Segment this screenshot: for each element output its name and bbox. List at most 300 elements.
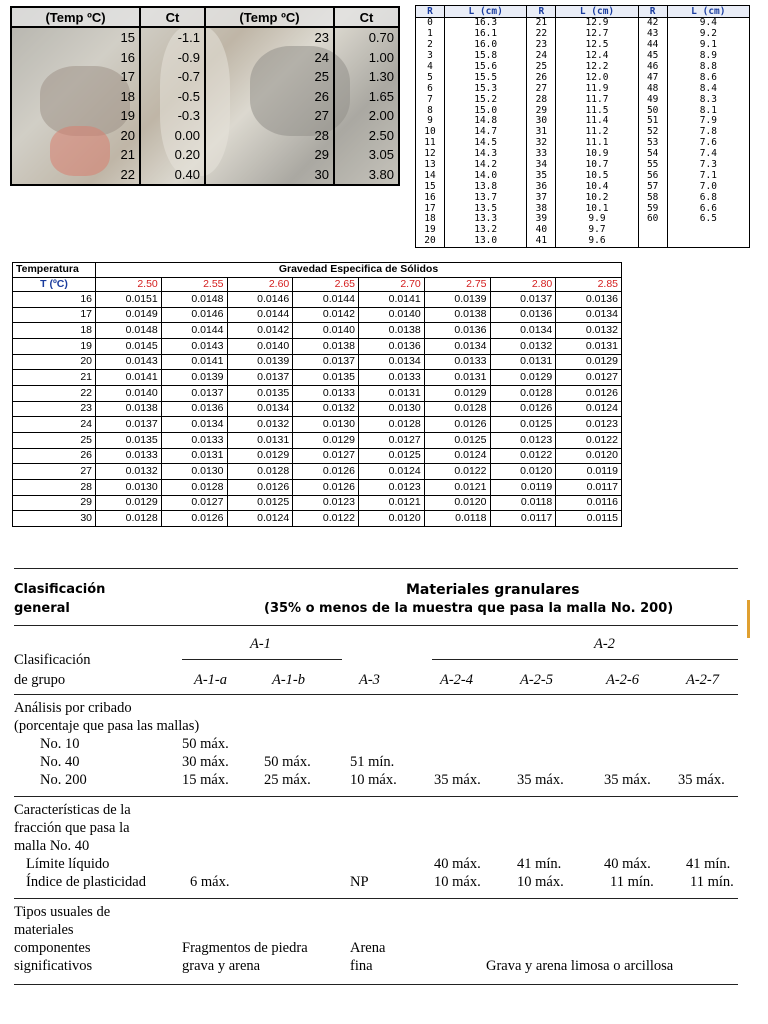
table-cell: 16.1 <box>445 29 527 40</box>
hydrometer-reading-table <box>415 5 750 248</box>
table-cell: 0.0136 <box>359 338 425 354</box>
table-cell: 16.0 <box>445 40 527 51</box>
table-cell: 8.1 <box>667 105 749 116</box>
table-cell: 0.0148 <box>161 292 227 308</box>
rule <box>14 694 738 695</box>
table-cell: 0.0140 <box>293 323 359 339</box>
table-cell: 0.0123 <box>359 479 425 495</box>
table-cell: 22 <box>11 164 140 185</box>
table-cell: 0.0124 <box>556 401 622 417</box>
table-cell: 0.0128 <box>490 385 556 401</box>
table-cell: 9.2 <box>667 29 749 40</box>
materials-title: Materiales granulares <box>406 582 580 598</box>
table-cell: 4 <box>416 62 445 73</box>
table-cell: 29 <box>13 495 96 511</box>
table-cell: 0.0137 <box>227 370 293 386</box>
sieve-value: 35 máx. <box>517 772 564 788</box>
plastic-value: 6 máx. <box>190 874 230 890</box>
table-cell: 7.8 <box>667 127 749 138</box>
table-cell: 15 <box>416 181 445 192</box>
table-cell: 0.0130 <box>96 479 162 495</box>
table-cell: 0.0144 <box>293 292 359 308</box>
table-row <box>13 464 622 480</box>
table-cell: 8.9 <box>667 51 749 62</box>
table-cell: 0.0137 <box>161 385 227 401</box>
table-cell: 3.05 <box>334 145 399 164</box>
table-cell: 1.00 <box>334 48 399 67</box>
margin-mark <box>747 600 750 638</box>
table-cell: 0.0136 <box>556 292 622 308</box>
table-cell: 39 <box>527 214 556 225</box>
table-cell: 11.1 <box>556 138 638 149</box>
table-cell: 3.80 <box>334 164 399 185</box>
table-cell: 13.7 <box>445 192 527 203</box>
table-cell: 0.0148 <box>96 323 162 339</box>
sieve-value: 51 mín. <box>350 754 395 770</box>
table-cell: 12.9 <box>556 18 638 29</box>
group-label-1: Clasificación <box>14 652 91 668</box>
table-row <box>13 417 622 433</box>
rule <box>432 659 738 660</box>
table-row <box>416 105 750 116</box>
table-cell: 16.3 <box>445 18 527 29</box>
table-cell: 24 <box>527 51 556 62</box>
table-cell: 0.0136 <box>424 323 490 339</box>
a2-header: A-2 <box>594 636 615 652</box>
table-cell: 0.0129 <box>227 448 293 464</box>
table-cell: 0.0118 <box>490 495 556 511</box>
table-cell: 0.0129 <box>556 354 622 370</box>
table-row <box>416 225 750 236</box>
table-cell: 40 <box>527 225 556 236</box>
table-cell: 0.0120 <box>424 495 490 511</box>
table-cell: 28 <box>13 479 96 495</box>
table-cell: -0.3 <box>140 106 205 125</box>
table-cell: 0.0133 <box>293 385 359 401</box>
sieve-title-2: (porcentaje que pasa las mallas) <box>14 718 200 734</box>
table-cell: 16 <box>416 192 445 203</box>
table-cell: 0 <box>416 18 445 29</box>
table-row <box>11 67 399 86</box>
table-row <box>416 116 750 127</box>
types-title-2: materiales <box>14 922 74 938</box>
table-cell: 24 <box>205 48 334 67</box>
table-cell: 9 <box>416 116 445 127</box>
table-cell: 20 <box>13 354 96 370</box>
table-cell: 15.5 <box>445 72 527 83</box>
table-cell: 0.0134 <box>424 338 490 354</box>
rule <box>14 796 738 797</box>
table-cell: 14.7 <box>445 127 527 138</box>
table-cell: 0.0137 <box>293 354 359 370</box>
table-cell: 30 <box>205 164 334 185</box>
table-cell: 0.0137 <box>490 292 556 308</box>
table-cell: 16 <box>13 292 96 308</box>
table-cell: 0.0125 <box>490 417 556 433</box>
table-cell: 0.40 <box>140 164 205 185</box>
table-cell: 11.7 <box>556 94 638 105</box>
table-cell: 13.0 <box>445 236 527 248</box>
table-row <box>416 138 750 149</box>
table-cell: 0.0127 <box>359 432 425 448</box>
table-cell: 0.0132 <box>556 323 622 339</box>
table-row <box>416 29 750 40</box>
table-cell: 0.0124 <box>424 448 490 464</box>
table-cell: 0.0142 <box>227 323 293 339</box>
table-cell: 0.0142 <box>293 307 359 323</box>
table-cell: 5 <box>416 72 445 83</box>
table-cell: 0.0127 <box>161 495 227 511</box>
table-cell: 28 <box>527 94 556 105</box>
general-label-1: Clasificación <box>14 582 106 597</box>
gs-header: 2.80 <box>490 277 556 292</box>
table-cell: 20 <box>416 236 445 248</box>
table-cell: 0.70 <box>334 27 399 48</box>
fraction-title-1: Características de la <box>14 802 131 818</box>
table-cell: 0.0129 <box>293 432 359 448</box>
table-cell: 0.0136 <box>161 401 227 417</box>
table-cell: 0.0126 <box>227 479 293 495</box>
gs-header: 2.50 <box>96 277 162 292</box>
table-cell: 0.0137 <box>96 417 162 433</box>
type-a2: Grava y arena limosa o arcillosa <box>486 958 674 974</box>
table-cell: 0.0129 <box>96 495 162 511</box>
table-cell: 8.3 <box>667 94 749 105</box>
table-cell: 12.5 <box>556 40 638 51</box>
liquid-value: 40 máx. <box>434 856 481 872</box>
table-cell: 0.0134 <box>490 323 556 339</box>
table-cell: 25 <box>13 432 96 448</box>
table-cell: 0.0130 <box>293 417 359 433</box>
t2-header: L (cm) <box>445 6 527 18</box>
table-cell: 10.1 <box>556 203 638 214</box>
table-cell: 49 <box>638 94 667 105</box>
table-cell: 55 <box>638 160 667 171</box>
table-cell: 21 <box>13 370 96 386</box>
group-a1b: A-1-b <box>272 672 306 688</box>
table-cell: 0.0121 <box>359 495 425 511</box>
table-cell: 51 <box>638 116 667 127</box>
t1-header: (Temp ºC) <box>11 7 140 27</box>
table-cell: 0.0128 <box>227 464 293 480</box>
table-cell: 0.0131 <box>490 354 556 370</box>
table-cell: 15.2 <box>445 94 527 105</box>
table-cell: 8.8 <box>667 62 749 73</box>
table-cell: 0.0122 <box>293 511 359 527</box>
gs-header: 2.65 <box>293 277 359 292</box>
table-cell: 0.0125 <box>227 495 293 511</box>
table-cell: 6.5 <box>667 214 749 225</box>
table-cell: 37 <box>527 192 556 203</box>
table-cell: 0.0123 <box>556 417 622 433</box>
table-row <box>416 127 750 138</box>
general-label-2: general <box>14 601 70 616</box>
table-cell: 8.6 <box>667 72 749 83</box>
table-cell: 10.5 <box>556 170 638 181</box>
table-cell: 0.0145 <box>96 338 162 354</box>
table-cell: 42 <box>638 18 667 29</box>
table-cell: 0.0130 <box>359 401 425 417</box>
table-cell: 17 <box>13 307 96 323</box>
table-cell: 0.0132 <box>96 464 162 480</box>
table-cell: 19 <box>11 106 140 125</box>
table-cell: 0.0146 <box>227 292 293 308</box>
table-cell: 0.0121 <box>424 479 490 495</box>
table-cell: 0.0128 <box>96 511 162 527</box>
table-row <box>416 94 750 105</box>
table-cell: 0.0133 <box>359 370 425 386</box>
table-cell: 18 <box>13 323 96 339</box>
table-cell: 14.2 <box>445 160 527 171</box>
table-cell: 9.1 <box>667 40 749 51</box>
table-cell: 0.0132 <box>293 401 359 417</box>
table-row <box>13 338 622 354</box>
table-row <box>416 83 750 94</box>
rule <box>182 659 342 660</box>
table-cell: 8.4 <box>667 83 749 94</box>
table-cell: 38 <box>527 203 556 214</box>
table-cell: 9.6 <box>556 236 638 248</box>
table-row <box>11 48 399 67</box>
plastic-label: Índice de plasticidad <box>26 874 146 890</box>
types-title-1: Tipos usuales de <box>14 904 111 920</box>
table-cell: 0.0133 <box>96 448 162 464</box>
table-cell: 10.7 <box>556 160 638 171</box>
rule <box>14 625 738 626</box>
aashto-classification-table <box>14 560 738 1020</box>
table-cell: 0.0138 <box>359 323 425 339</box>
sieve-value: 15 máx. <box>182 772 229 788</box>
table-cell: 31 <box>527 127 556 138</box>
table-cell: 52 <box>638 127 667 138</box>
table-cell: 12.2 <box>556 62 638 73</box>
table-cell: 0.0129 <box>490 370 556 386</box>
table-cell <box>638 236 667 248</box>
group-label-2: de grupo <box>14 672 66 688</box>
table-row <box>11 164 399 185</box>
table-cell: 13 <box>416 160 445 171</box>
group-a26: A-2-6 <box>606 672 640 688</box>
table-cell: 0.0131 <box>556 338 622 354</box>
table-cell: 0.0133 <box>161 432 227 448</box>
table-cell: 43 <box>638 29 667 40</box>
table-row <box>11 125 399 144</box>
table-cell: 25 <box>205 67 334 86</box>
rule <box>14 898 738 899</box>
table-cell: 0.0124 <box>359 464 425 480</box>
table-cell: 10.9 <box>556 149 638 160</box>
table-cell: 36 <box>527 181 556 192</box>
table-cell: 0.0132 <box>490 338 556 354</box>
table-cell: 0.0122 <box>424 464 490 480</box>
table-cell: 11 <box>416 138 445 149</box>
table-cell: 47 <box>638 72 667 83</box>
table-cell: 30 <box>527 116 556 127</box>
table-cell: 0.0127 <box>293 448 359 464</box>
table-cell: 0.0143 <box>161 338 227 354</box>
table-cell: 0.00 <box>140 125 205 144</box>
table-cell: 0.0131 <box>227 432 293 448</box>
table-cell: 9.7 <box>556 225 638 236</box>
table-cell: 26 <box>13 448 96 464</box>
sieve-value: 30 máx. <box>182 754 229 770</box>
table-cell: 6 <box>416 83 445 94</box>
sieve-value: 50 máx. <box>182 736 229 752</box>
group-a1a: A-1-a <box>194 672 228 688</box>
table-cell: 15.0 <box>445 105 527 116</box>
table-cell: 0.0115 <box>556 511 622 527</box>
table-cell: 0.0138 <box>96 401 162 417</box>
group-a27: A-2-7 <box>686 672 720 688</box>
table-cell: 25 <box>527 62 556 73</box>
table-cell: 0.0146 <box>161 307 227 323</box>
table-cell: 0.0126 <box>293 464 359 480</box>
table-cell: 28 <box>205 125 334 144</box>
table-row <box>13 479 622 495</box>
types-title-3: componentes <box>14 940 91 956</box>
table-cell: 11.5 <box>556 105 638 116</box>
table-cell: 6.6 <box>667 203 749 214</box>
table-cell <box>667 225 749 236</box>
table-cell: 0.0128 <box>424 401 490 417</box>
table-cell: 0.0139 <box>424 292 490 308</box>
table-cell: 0.0124 <box>227 511 293 527</box>
table-cell: 21 <box>527 18 556 29</box>
table-row <box>11 145 399 164</box>
table-cell: -0.7 <box>140 67 205 86</box>
table-cell: 54 <box>638 149 667 160</box>
sieve-label: No. 10 <box>40 736 80 752</box>
table-cell: 0.0125 <box>359 448 425 464</box>
table-cell: 0.0122 <box>490 448 556 464</box>
table-cell: 14.8 <box>445 116 527 127</box>
table-cell: 0.20 <box>140 145 205 164</box>
table-cell: 0.0134 <box>556 307 622 323</box>
table-cell: 0.0117 <box>490 511 556 527</box>
t1-header: Ct <box>334 7 399 27</box>
table-cell: 0.0119 <box>490 479 556 495</box>
table-cell: 11.2 <box>556 127 638 138</box>
table-cell: 19 <box>416 225 445 236</box>
a1-header: A-1 <box>250 636 271 652</box>
table-cell: 0.0134 <box>161 417 227 433</box>
table-cell: 7.9 <box>667 116 749 127</box>
table-cell: 19 <box>13 338 96 354</box>
plastic-value: 11 mín. <box>690 874 734 890</box>
table-cell: 29 <box>205 145 334 164</box>
table-cell: 0.0120 <box>556 448 622 464</box>
gs-header: 2.75 <box>424 277 490 292</box>
table-row <box>416 18 750 29</box>
table-row <box>11 106 399 125</box>
table-cell: 0.0119 <box>556 464 622 480</box>
liquid-value: 41 mín. <box>686 856 731 872</box>
rule <box>14 568 738 569</box>
table-row <box>416 160 750 171</box>
table-row <box>13 448 622 464</box>
table-cell: 0.0126 <box>424 417 490 433</box>
group-a24: A-2-4 <box>440 672 474 688</box>
table-cell: 7.1 <box>667 170 749 181</box>
gs-header: 2.55 <box>161 277 227 292</box>
table-cell: 0.0130 <box>161 464 227 480</box>
table-cell: 15.3 <box>445 83 527 94</box>
sieve-value: 50 máx. <box>264 754 311 770</box>
table-cell: 0.0126 <box>293 479 359 495</box>
table-cell <box>638 225 667 236</box>
table-cell: 15.6 <box>445 62 527 73</box>
table-cell: 23 <box>527 40 556 51</box>
table-cell: 20 <box>11 125 140 144</box>
table-row <box>416 214 750 225</box>
table-cell: 41 <box>527 236 556 248</box>
table-cell: 0.0134 <box>227 401 293 417</box>
table-cell: 48 <box>638 83 667 94</box>
table-cell: 45 <box>638 51 667 62</box>
table-cell: 30 <box>13 511 96 527</box>
table-row <box>416 170 750 181</box>
table-cell: 0.0140 <box>359 307 425 323</box>
fraction-title-3: malla No. 40 <box>14 838 90 854</box>
table-cell: 0.0131 <box>359 385 425 401</box>
sieve-value: 10 máx. <box>350 772 397 788</box>
t1-header: (Temp ºC) <box>205 7 334 27</box>
table-cell: 1 <box>416 29 445 40</box>
table-cell: 53 <box>638 138 667 149</box>
table-row <box>416 51 750 62</box>
table-cell: 0.0120 <box>490 464 556 480</box>
table-row <box>416 62 750 73</box>
sieve-value: 25 máx. <box>264 772 311 788</box>
table-cell: 0.0140 <box>96 385 162 401</box>
t2-header: R <box>638 6 667 18</box>
table-cell: 22 <box>13 385 96 401</box>
table-cell: 0.0117 <box>556 479 622 495</box>
liquid-value: 41 mín. <box>517 856 562 872</box>
table-cell: 0.0134 <box>359 354 425 370</box>
sieve-value: 35 máx. <box>678 772 725 788</box>
table-cell: 9.4 <box>667 18 749 29</box>
table-cell: 18 <box>416 214 445 225</box>
table-cell: 21 <box>11 145 140 164</box>
sieve-title-1: Análisis por cribado <box>14 700 132 716</box>
sieve-label: No. 200 <box>40 772 87 788</box>
table-row <box>416 149 750 160</box>
table-cell: 3 <box>416 51 445 62</box>
specific-gravity-table <box>12 262 622 527</box>
materials-subtitle: (35% o menos de la muestra que pasa la malla No. 200) <box>264 601 674 616</box>
table-cell: 7.4 <box>667 149 749 160</box>
liquid-label: Límite líquido <box>26 856 110 872</box>
table-cell: 0.0136 <box>490 307 556 323</box>
table-cell: 7.6 <box>667 138 749 149</box>
table-cell: 7.3 <box>667 160 749 171</box>
table-cell: 12.7 <box>556 29 638 40</box>
table-cell: 0.0132 <box>227 417 293 433</box>
table-cell: 59 <box>638 203 667 214</box>
table-cell: 0.0116 <box>556 495 622 511</box>
t2-header: R <box>527 6 556 18</box>
table-row <box>11 86 399 105</box>
table-cell: 8 <box>416 105 445 116</box>
plastic-value: NP <box>350 874 369 890</box>
table-cell: 32 <box>527 138 556 149</box>
table-cell: 0.0133 <box>424 354 490 370</box>
table-row <box>13 370 622 386</box>
table-cell: 1.30 <box>334 67 399 86</box>
table-cell: 0.0151 <box>96 292 162 308</box>
table-cell: 2 <box>416 40 445 51</box>
